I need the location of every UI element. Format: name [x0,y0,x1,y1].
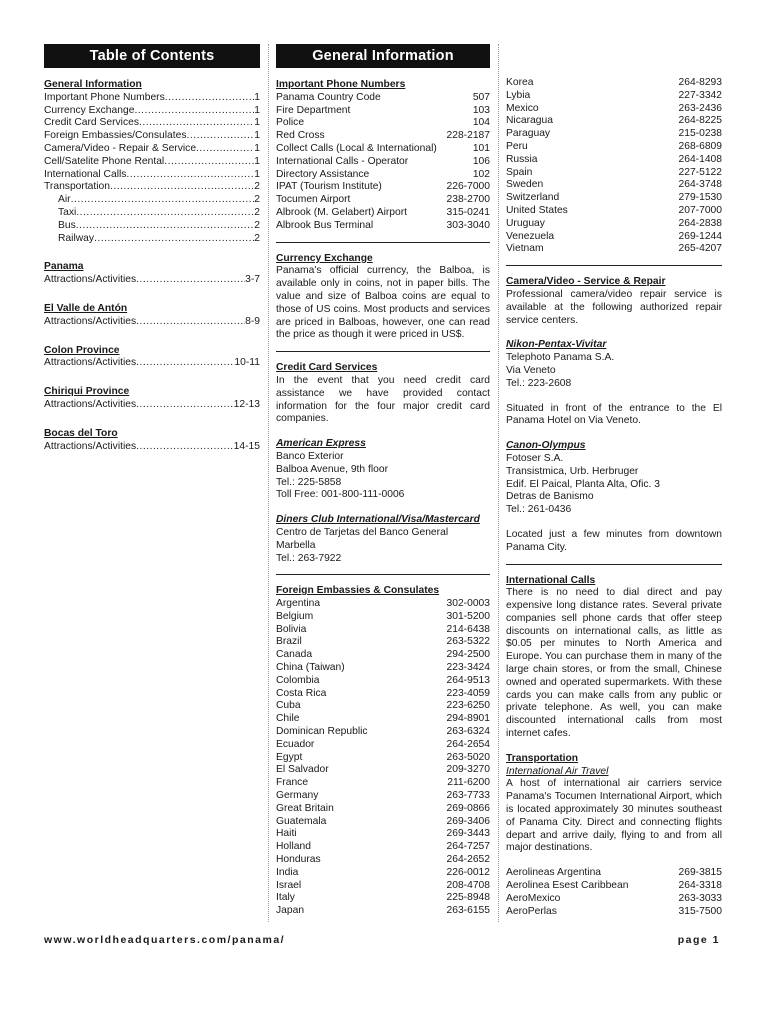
toc-entry-page: 10-11 [234,357,260,369]
phone-row [276,207,490,220]
airline-row [506,906,722,919]
embassy-row [506,192,722,205]
toc-entry-page: 14-15 [233,440,260,452]
table-of-contents [44,44,260,453]
toc-section-heading: Colon Province [44,344,120,356]
embassy-row [276,662,490,675]
embassy-row [276,777,490,790]
embassy-row [276,675,490,688]
embassy-row-name: Russia [506,153,538,165]
embassy-row-value: 264-7257 [446,841,490,853]
canon-line: Edif. El Paical, Planta Alta, Ofic. 3 [506,478,660,490]
toc-section-heading: Bocas del Toro [44,427,118,439]
phone-row-name: Directory Assistance [276,168,370,180]
embassies-heading: Foreign Embassies & Consulates [276,585,440,597]
toc-entry [44,105,260,118]
embassy-row-name: Lybia [506,89,531,101]
embassy-row-name: Great Britain [276,802,334,814]
embassy-row-name: Costa Rica [276,687,327,699]
phone-row-value: 101 [472,142,490,154]
embassy-row-value: 264-1408 [678,153,722,165]
toc-entry-page: 1 [254,91,260,103]
embassy-row-value: 269-3406 [446,815,490,827]
embassy-row-value: 302-0003 [446,598,490,610]
airline-row-name: Aerolineas Argentina [506,867,602,879]
embassy-row-value: 226-0012 [446,866,490,878]
transport-heading: Transportation [506,752,579,764]
phone-row-name: Collect Calls (Local & International) [276,142,437,154]
embassy-row-name: Korea [506,77,534,88]
embassy-row-value: 225-8948 [446,892,490,904]
embassy-row [276,688,490,701]
canon-line: Fotoser S.A. [506,452,564,464]
toc-entry-page: 1 [254,104,260,116]
phone-row [276,143,490,156]
toc-section-heading: Panama [44,261,84,273]
embassy-row-value: 263-6324 [446,726,490,738]
embassy-row [276,892,490,905]
embassy-row-value: 207-7000 [678,204,722,216]
phone-row-value: 106 [472,155,490,167]
amex-line: Balboa Avenue, 9th floor [276,463,389,475]
phone-row-value: 315-0241 [446,206,490,218]
toc-leader [76,207,254,220]
embassy-row-value: 263-5322 [446,636,490,648]
embassy-row [276,713,490,726]
phone-row-name: IPAT (Tourism Institute) [276,181,382,193]
toc-entry [44,274,260,287]
embassy-row-name: Egypt [276,751,303,763]
embassy-row [276,803,490,816]
credit-heading: Credit Card Services [276,362,378,374]
embassy-row-name: El Salvador [276,764,329,776]
embassy-row-name: Guatemala [276,815,327,827]
amex-line: Toll Free: 001-800-111-0006 [276,489,405,501]
toc-leader [71,194,255,207]
toc-entry-label: Attractions/Activities [44,315,137,327]
toc-entry [44,169,260,182]
phone-row [276,130,490,143]
embassy-row-value: 214-6438 [446,623,490,635]
canon-line: Tel.: 261-0436 [506,504,572,516]
embassy-row-name: India [276,866,299,878]
embassy-row-value: 294-8901 [446,713,490,725]
embassy-row [276,854,490,867]
toc-entry-label: Bus [58,219,76,231]
embassy-row-value: 264-3748 [678,179,722,191]
embassy-row-value: 208-4708 [446,879,490,891]
toc-entry-label: Credit Card Services [44,117,139,129]
toc-section-heading: General Information [44,79,142,90]
embassy-row [506,205,722,218]
embassy-row-value: 294-2500 [446,649,490,661]
embassy-row-value: 264-2654 [446,738,490,750]
embassy-row-name: Argentina [276,598,321,610]
embassy-row-name: Belgium [276,610,314,622]
embassy-row [276,636,490,649]
phone-row-value: 103 [472,104,490,116]
embassy-row-name: Mexico [506,102,539,114]
embassy-row-name: Italy [276,892,295,904]
amex-line: Banco Exterior [276,450,344,462]
embassy-row-value: 269-0866 [446,802,490,814]
embassy-row [506,218,722,231]
embassy-row-name: Bolivia [276,623,307,635]
toc-leader [139,117,254,130]
phone-row [276,105,490,118]
general-info-column-continued [506,44,722,918]
nikon-line: Telephoto Panama S.A. [506,352,615,364]
transport-text: A host of international air carriers service Panama's Tocumen International Airport, which is located approximately 30 minutes southeast of Panama City. Direct and connecting flights depart and arrive daily, flying to and from all major destinations. [506,778,722,854]
toc-entry [44,130,260,143]
phone-row [276,117,490,130]
toc-entry-page: 1 [254,142,260,154]
embassy-row [506,167,722,180]
embassy-row-value: 211-6200 [447,777,490,789]
canon-note: Located just a few minutes from downtown Panama City. [506,528,722,553]
general-info-column [276,44,490,918]
toc-leader [126,169,254,182]
toc-entry-page: 3-7 [245,274,260,286]
toc-entry-label: Attractions/Activities [44,357,137,369]
embassy-row-value: 215-0238 [678,128,722,140]
toc-leader [136,399,234,412]
embassy-row [276,700,490,713]
embassy-row-value: 263-6155 [446,905,490,917]
embassy-row [506,154,722,167]
toc-entry [44,441,260,454]
toc-entry-page: 2 [254,206,260,218]
nikon-note: Situated in front of the entrance to the El Panama Hotel on Via Veneto. [506,402,722,427]
toc-entry-label: Cell/Satelite Phone Rental [44,155,165,167]
airline-row-value: 263-3033 [678,892,722,904]
embassy-list [276,598,490,918]
embassy-row-name: Sweden [506,179,544,191]
embassy-row-value: 263-7733 [446,790,490,802]
embassy-row-value: 264-9513 [446,674,490,686]
toc-leader [136,357,234,370]
embassy-row-name: Holland [276,841,311,853]
embassy-row-value: 264-8293 [678,77,722,88]
embassy-row-value: 223-6250 [446,700,490,712]
toc-entry [44,207,260,220]
toc-entry [44,156,260,169]
diners-line: Tel.: 263-7922 [276,552,342,564]
toc-entry [44,92,260,105]
embassy-row [506,179,722,192]
embassy-row-value: 265-4207 [678,243,722,255]
toc-entry-label: Taxi [58,206,77,218]
embassy-row-value: 263-5020 [446,751,490,763]
toc-entry-label: Camera/Video - Repair & Service [44,142,197,154]
divider [506,265,722,266]
embassy-row-name: Ecuador [276,738,315,750]
phone-row-name: Albrook Bus Terminal [276,219,374,231]
embassy-row-name: Peru [506,140,528,152]
embassy-row-value: 301-5200 [446,610,490,622]
nikon-heading: Nikon-Pentax-Vivitar [506,339,607,351]
toc-leader [110,181,254,194]
phone-row [276,220,490,233]
airline-row-value: 269-3815 [678,867,722,879]
embassy-list-continued [506,77,722,256]
toc-entry-label: Currency Exchange [44,104,135,116]
intl-calls-heading: International Calls [506,574,596,586]
toc-title: Table of Contents [44,44,260,68]
embassy-row [506,77,722,90]
phone-row-name: International Calls - Operator [276,155,409,167]
intl-calls-text: There is no need to dial direct and pay expensive long distance rates. Several private companies sell phone cards that offer steep discounts on international calls, as little as $0.05 per minutes to North America and Europe. You can purchase them in many of the large chain stores, or from the small, Chinese owned and operated supermarkets. With these cards you can make calls from any public or private telephone. As well, you can make discounted international calls from most internet cafes. [506,587,722,740]
toc-entry [44,316,260,329]
embassy-row-name: Dominican Republic [276,726,368,738]
toc-entry-page: 2 [254,194,260,206]
credit-text: In the event that you need credit card assistance we have provided contact information for the four major credit card companies. [276,374,490,425]
toc-leader [76,220,255,233]
diners-line: Centro de Tarjetas del Banco General [276,526,449,538]
airline-row-name: Aerolinea Esest Caribbean [506,880,629,892]
toc-leader [196,143,254,156]
phone-row [276,156,490,169]
embassy-row-name: Germany [276,790,319,802]
airline-row [506,893,722,906]
embassy-row [276,624,490,637]
phone-row [276,169,490,182]
toc-entry-label: Attractions/Activities [44,274,137,286]
embassy-row-value: 264-8225 [678,115,722,127]
airline-row-value: 315-7500 [678,905,722,917]
amex-heading: American Express [276,438,366,450]
toc-leader [94,233,254,246]
embassy-row-name: Venezuela [506,230,555,242]
airline-row-value: 264-3318 [678,880,722,892]
phone-row [276,181,490,194]
toc-entry [44,143,260,156]
divider [276,242,490,243]
embassy-row-name: Vietnam [506,243,544,255]
diners-line: Marbella [276,539,316,551]
toc-leader [187,130,255,143]
embassy-row-value: 223-3424 [446,662,490,674]
embassy-row [276,649,490,662]
embassy-row-name: Uruguay [506,217,545,229]
embassy-row [276,611,490,624]
phone-row-value: 104 [472,117,490,129]
toc-entry [44,233,260,246]
phone-row [276,194,490,207]
embassy-row [276,752,490,765]
embassy-row-name: Colombia [276,674,320,686]
currency-text: Panama's official currency, the Balboa, is available only in coins, not in paper bills. The value and size of Balboa coins are equal to those of US coins. Most products and services are priced in Balboas, however, one can read the price as though it were priced in US$. [276,265,490,341]
embassy-row-name: France [276,777,309,789]
airline-row-name: AeroPerlas [506,905,557,917]
embassy-row-value: 279-1530 [678,192,722,204]
embassy-row-value: 227-3342 [678,89,722,101]
toc-entry [44,220,260,233]
embassy-row [276,764,490,777]
phone-row-value: 102 [472,168,490,180]
toc-entry-label: Important Phone Numbers [44,91,165,103]
phone-row-value: 303-3040 [446,219,490,231]
embassy-row [276,598,490,611]
phone-row-name: Tocumen Airport [276,194,351,206]
air-travel-subheading: International Air Travel [506,765,609,777]
toc-entry-label: Transportation [44,181,111,193]
phone-row-name: Albrook (M. Gelabert) Airport [276,206,408,218]
embassy-row-value: 264-2652 [446,854,490,866]
toc-entry-page: 2 [254,181,260,193]
embassy-row-value: 268-6809 [678,140,722,152]
airline-row-name: AeroMexico [506,892,561,904]
embassy-row [276,828,490,841]
canon-line: Detras de Banismo [506,491,594,503]
toc-entry-page: 12-13 [233,398,260,410]
embassy-row-value: 227-5122 [678,166,722,178]
phone-row-name: Panama Country Code [276,91,381,103]
embassy-row-value: 264-2838 [678,217,722,229]
toc-entry [44,194,260,207]
toc-entry [44,357,260,370]
embassy-row [506,115,722,128]
canon-line: Transistmica, Urb. Herbruger [506,465,639,477]
embassy-row [276,867,490,880]
phone-row-value: 238-2700 [446,194,490,206]
embassy-row [276,841,490,854]
camera-text: Professional camera/video repair service is available at the following authorized repair service centers. [506,288,722,326]
embassy-row-value: 269-1244 [678,230,722,242]
toc-leader [136,441,234,454]
divider [276,351,490,352]
toc-entry-page: 1 [254,117,260,129]
embassy-row-name: Nicaragua [506,115,553,127]
embassy-row-name: Cuba [276,700,301,712]
embassy-row-name: Israel [276,879,302,891]
embassy-row [276,790,490,803]
toc-leader [134,105,254,118]
embassy-row [506,243,722,256]
embassy-row [276,880,490,893]
embassy-row [276,726,490,739]
toc-entry [44,181,260,194]
footer-url: www.worldheadquarters.com/panama/ [44,934,286,946]
embassy-row-value: 263-2436 [678,102,722,114]
toc-entry-label: Attractions/Activities [44,440,137,452]
phone-row-name: Red Cross [276,130,325,142]
toc-entry [44,399,260,412]
toc-entry-label: Railway [58,232,95,244]
toc-entry-page: 1 [254,130,260,142]
embassy-row [506,103,722,116]
toc-entry-page: 8-9 [245,315,260,327]
embassy-row [276,816,490,829]
diners-heading: Diners Club International/Visa/Mastercard [276,514,480,526]
embassy-row-name: Paraguay [506,128,551,140]
embassy-row-name: Chile [276,713,300,725]
embassy-row-value: 223-4059 [446,687,490,699]
embassy-row-name: Canada [276,649,313,661]
embassy-row [506,90,722,103]
embassy-row-name: Honduras [276,854,321,866]
embassy-row-name: Japan [276,905,305,917]
phone-heading: Important Phone Numbers [276,79,406,90]
airline-list [506,867,722,918]
toc-entry-label: Attractions/Activities [44,398,137,410]
phone-row-value: 228-2187 [446,130,490,142]
toc-section-heading: El Valle de Antón [44,302,128,314]
toc-entry-label: Air [58,194,71,206]
toc-entry-label: Foreign Embassies/Consulates [44,130,187,142]
phone-row-value: 507 [472,91,490,103]
toc-leader [136,316,245,329]
embassy-row [506,141,722,154]
embassy-row [506,231,722,244]
embassy-row-name: China (Taiwan) [276,662,345,674]
embassy-row [276,739,490,752]
toc-leader [164,156,254,169]
embassy-row-value: 269-3443 [446,828,490,840]
embassy-row-value: 209-3270 [446,764,490,776]
embassy-row-name: Switzerland [506,192,560,204]
amex-line: Tel.: 225-5858 [276,476,342,488]
toc-leader [136,274,245,287]
phone-row-name: Police [276,117,305,129]
embassy-row [276,905,490,918]
embassy-row-name: Haiti [276,828,297,840]
embassy-row-name: United States [506,204,568,216]
airline-row [506,880,722,893]
nikon-line: Tel.: 223-2608 [506,377,572,389]
embassy-row [506,128,722,141]
toc-leader [165,92,255,105]
camera-heading: Camera/Video - Service & Repair [506,276,666,288]
toc-entry [44,117,260,130]
page-number: page 1 [677,934,720,946]
phone-row [276,92,490,105]
divider [276,574,490,575]
nikon-line: Via Veneto [506,364,556,376]
toc-entry-page: 2 [254,219,260,231]
toc-section-heading: Chiriqui Province [44,386,130,398]
toc-entry-page: 2 [254,232,260,244]
currency-heading: Currency Exchange [276,252,373,264]
phone-row-value: 226-7000 [446,181,490,193]
phone-list [276,92,490,233]
toc-entry-page: 1 [254,168,260,180]
toc-entry-label: International Calls [44,168,127,180]
embassy-row-name: Spain [506,166,533,178]
phone-row-name: Fire Department [276,104,351,116]
airline-row [506,867,722,880]
general-info-title: General Information [276,44,490,68]
toc-entry-page: 1 [254,155,260,167]
canon-heading: Canon-Olympus [506,440,586,452]
divider [506,564,722,565]
embassy-row-name: Brazil [276,636,302,648]
